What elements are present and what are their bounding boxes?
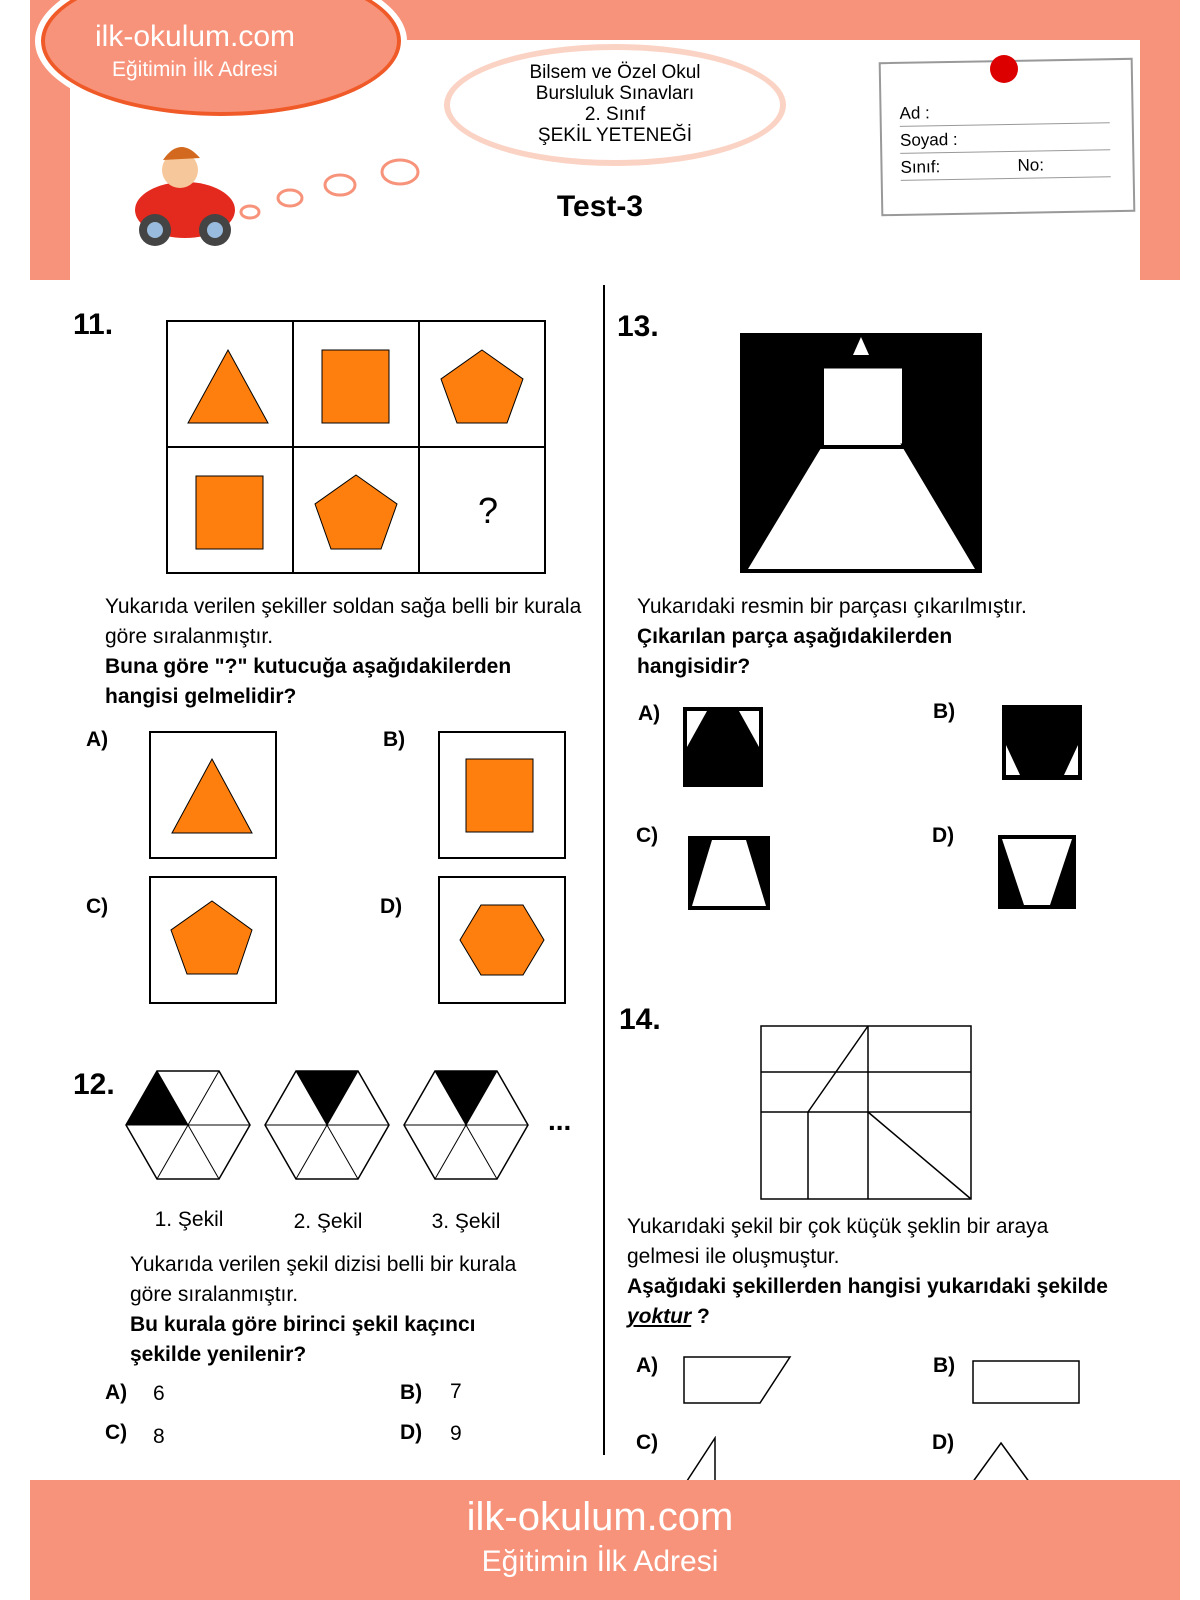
option-letter: A) — [638, 702, 661, 725]
question-number: 13. — [617, 310, 659, 343]
q14-prompt-end: ? — [697, 1305, 710, 1328]
exam-heading — [470, 62, 760, 146]
q14-text: Yukarıdaki şekil bir çok küçük şeklin bir araya gelmesi ile oluşmuştur. — [627, 1215, 1049, 1268]
class-field-label: Sınıf: — [900, 157, 941, 177]
question-number: 11. — [73, 308, 114, 341]
page-title: Test-3 — [556, 190, 644, 223]
question-number: 12. — [73, 1068, 115, 1101]
option-letter: D) — [932, 824, 955, 847]
logo-title: ilk-okulum.com — [95, 20, 296, 53]
q14-prompt-text: Aşağıdaki şekillerden hangisi yukarıdaki şekilde — [627, 1275, 1108, 1298]
question-number: 14. — [619, 1003, 661, 1036]
q12-option-c[interactable]: 8 — [153, 1425, 165, 1448]
q11-option-d[interactable] — [438, 876, 566, 1004]
q14-option-c[interactable] — [683, 1436, 717, 1486]
q14-option-d[interactable] — [970, 1441, 1032, 1485]
exam-heading-line: 2. Sınıf — [584, 104, 646, 125]
option-letter: A) — [636, 1354, 659, 1377]
figure-label: 1. Şekil — [154, 1208, 224, 1231]
q13-option-b[interactable] — [1002, 705, 1082, 780]
option-letter: C) — [105, 1421, 128, 1444]
option-letter: B) — [933, 1354, 956, 1377]
q12-text: Yukarıda verilen şekil dizisi belli bir kurala göre sıralanmıştır. — [130, 1253, 517, 1306]
thought-bubbles — [230, 150, 470, 230]
q13-option-a[interactable] — [683, 707, 763, 787]
option-letter: C) — [86, 895, 109, 918]
exam-heading-line: ŞEKİL YETENEĞİ — [537, 125, 693, 146]
option-letter: D) — [380, 895, 403, 918]
grid-question-mark: ? — [478, 490, 499, 531]
number-field-label: No: — [1017, 155, 1045, 175]
option-letter: C) — [636, 1431, 659, 1454]
q13-option-c[interactable] — [688, 836, 770, 910]
exam-heading-line: Bursluluk Sınavları — [535, 83, 695, 104]
footer-slogan: Eğitimin İlk Adresi — [481, 1545, 719, 1578]
q11-option-a[interactable] — [149, 731, 277, 859]
column-divider — [603, 285, 605, 1455]
figure-label: 3. Şekil — [431, 1210, 501, 1233]
logo-subtitle: Eğitimin İlk Adresi — [112, 58, 278, 81]
car-mascot-icon — [125, 130, 245, 250]
q12-hexagon-sequence — [124, 1068, 584, 1183]
q14-emphasis: yoktur — [627, 1305, 692, 1328]
q12-option-a[interactable]: 6 — [153, 1382, 165, 1405]
exam-heading-line: Bilsem ve Özel Okul — [529, 62, 701, 83]
q11-text: Yukarıda verilen şekiller soldan sağa belli bir kurala göre sıralanmıştır. — [105, 595, 582, 648]
option-letter: D) — [400, 1421, 423, 1444]
q11-option-b[interactable] — [438, 731, 566, 859]
option-letter: A) — [105, 1381, 128, 1404]
q13-text: Yukarıdaki resmin bir parçası çıkarılmıştır. — [637, 595, 1027, 618]
option-letter: A) — [86, 728, 109, 751]
q11-pattern-grid — [166, 320, 546, 575]
q13-prompt: Çıkarılan parça aşağıdakilerden hangisidir? — [637, 625, 953, 678]
q12-prompt: Bu kurala göre birinci şekil kaçıncı şekilde yenilenir? — [130, 1313, 476, 1366]
option-letter: B) — [933, 700, 956, 723]
q11-option-c[interactable] — [149, 876, 277, 1004]
q12-option-b[interactable]: 7 — [450, 1380, 462, 1403]
surname-field-label: Soyad : — [899, 129, 958, 150]
sequence-continues: ... — [548, 1105, 572, 1136]
q14-option-a[interactable] — [682, 1355, 792, 1405]
footer-site: ilk-okulum.com — [466, 1495, 734, 1539]
q13-option-d[interactable] — [998, 835, 1076, 909]
pushpin-icon — [990, 55, 1018, 83]
q14-composite-figure — [760, 1025, 972, 1200]
figure-label: 2. Şekil — [293, 1210, 363, 1233]
q11-prompt: Buna göre "?" kutucuğa aşağıdakilerden hangisi gelmelidir? — [105, 655, 512, 708]
option-letter: C) — [636, 824, 659, 847]
q13-picture — [740, 333, 982, 573]
name-field-line[interactable] — [900, 122, 1110, 127]
name-field-label: Ad : — [899, 103, 930, 123]
q14-option-b[interactable] — [972, 1360, 1080, 1404]
option-letter: B) — [383, 728, 406, 751]
option-letter: B) — [400, 1381, 423, 1404]
q12-option-d[interactable]: 9 — [450, 1422, 462, 1445]
option-letter: D) — [932, 1431, 955, 1454]
q14-prompt — [627, 1272, 1117, 1332]
